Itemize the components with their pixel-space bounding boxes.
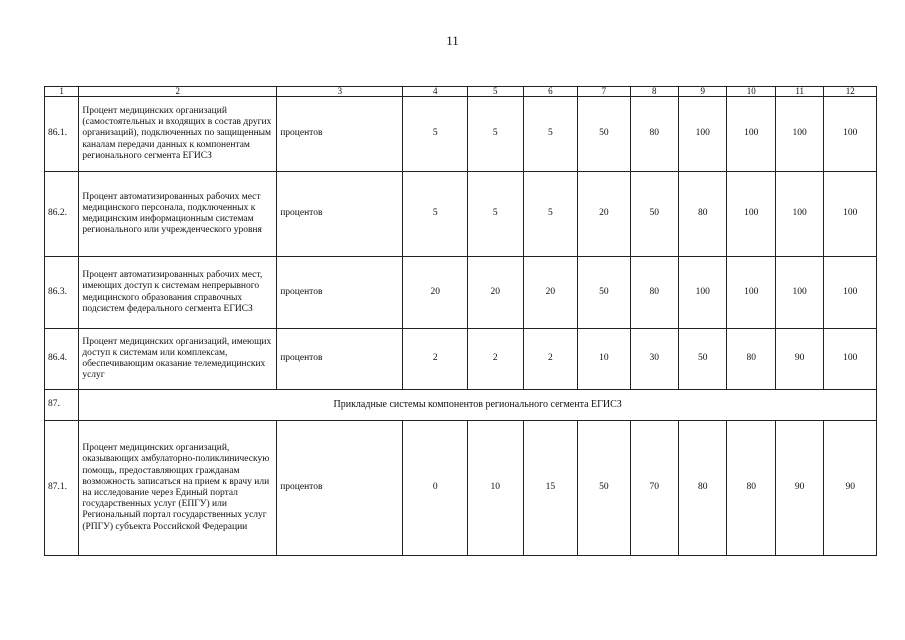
- value-cell: 80: [727, 421, 775, 556]
- table-row: [45, 257, 877, 329]
- value-cell: 20: [468, 257, 524, 329]
- value-cell: 100: [727, 97, 775, 172]
- value-cell: 5: [403, 97, 468, 172]
- value-cell: 2: [523, 329, 578, 390]
- value-cell: 80: [679, 421, 727, 556]
- section-row: [45, 390, 877, 421]
- value-cell: 90: [775, 421, 823, 556]
- value-cell: 5: [523, 172, 578, 257]
- row-unit: процентов: [277, 257, 403, 329]
- indicators-table: [44, 86, 877, 556]
- value-cell: 90: [824, 421, 877, 556]
- value-cell: 10: [468, 421, 524, 556]
- value-cell: 5: [468, 97, 524, 172]
- value-cell: 50: [630, 172, 678, 257]
- header-cell: 5: [468, 87, 524, 97]
- value-cell: 100: [775, 172, 823, 257]
- value-cell: 10: [578, 329, 631, 390]
- header-cell: 9: [679, 87, 727, 97]
- table-row: [45, 329, 877, 390]
- header-cell: 1: [45, 87, 79, 97]
- value-cell: 70: [630, 421, 678, 556]
- row-unit: процентов: [277, 421, 403, 556]
- header-cell: 10: [727, 87, 775, 97]
- page-number: 11: [446, 33, 459, 48]
- value-cell: 20: [578, 172, 631, 257]
- value-cell: 5: [468, 172, 524, 257]
- value-cell: 5: [403, 172, 468, 257]
- row-number: 86.1.: [45, 97, 79, 172]
- value-cell: 20: [523, 257, 578, 329]
- table-row: [45, 172, 877, 257]
- header-cell: 6: [523, 87, 578, 97]
- row-number: 86.2.: [45, 172, 79, 257]
- row-unit: процентов: [277, 329, 403, 390]
- value-cell: 100: [727, 172, 775, 257]
- section-number: 87.: [45, 390, 79, 421]
- row-number: 86.4.: [45, 329, 79, 390]
- value-cell: 100: [679, 97, 727, 172]
- value-cell: 50: [578, 421, 631, 556]
- value-cell: 50: [679, 329, 727, 390]
- value-cell: 50: [578, 257, 631, 329]
- header-cell: 12: [824, 87, 877, 97]
- value-cell: 15: [523, 421, 578, 556]
- row-unit: процентов: [277, 97, 403, 172]
- value-cell: 5: [523, 97, 578, 172]
- value-cell: 90: [775, 329, 823, 390]
- table-row: [45, 421, 877, 556]
- header-cell: 8: [630, 87, 678, 97]
- row-description: Процент автоматизированных рабочих мест, имеющих доступ к системам непрерывного медицинского образования справочных подсистем федерального сегмента ЕГИСЗ: [79, 257, 277, 329]
- value-cell: 100: [824, 329, 877, 390]
- row-description: Процент медицинских организаций, имеющих доступ к системам или комплексам, обеспечивающим оказание телемедицинских услуг: [79, 329, 277, 390]
- value-cell: 100: [824, 97, 877, 172]
- value-cell: 100: [679, 257, 727, 329]
- value-cell: 80: [630, 257, 678, 329]
- value-cell: 100: [775, 97, 823, 172]
- header-cell: 7: [578, 87, 631, 97]
- header-cell: 4: [403, 87, 468, 97]
- value-cell: 100: [775, 257, 823, 329]
- value-cell: 100: [824, 257, 877, 329]
- row-description: Процент медицинских организаций (самостоятельных и входящих в состав других организаций), подключенных по защищенным каналам передачи данных к компонентам регионального сегмента ЕГИСЗ: [79, 97, 277, 172]
- value-cell: 80: [630, 97, 678, 172]
- header-row: [45, 87, 877, 97]
- value-cell: 50: [578, 97, 631, 172]
- header-cell: 3: [277, 87, 403, 97]
- value-cell: 80: [679, 172, 727, 257]
- row-number: 87.1.: [45, 421, 79, 556]
- header-cell: 2: [79, 87, 277, 97]
- row-description: Процент медицинских организаций, оказывающих амбулаторно-поликлиническую помощь, предоставляющих гражданам возможность записаться на прием к врачу или на исследование через Единый портал государственных услуг (ЕПГУ) или Региональный портал государственных услуг (РПГУ) субъекта Российской Федерации: [79, 421, 277, 556]
- value-cell: 2: [403, 329, 468, 390]
- value-cell: 30: [630, 329, 678, 390]
- value-cell: 20: [403, 257, 468, 329]
- row-unit: процентов: [277, 172, 403, 257]
- value-cell: 100: [824, 172, 877, 257]
- value-cell: 100: [727, 257, 775, 329]
- section-title: Прикладные системы компонентов регионального сегмента ЕГИСЗ: [79, 390, 877, 421]
- header-cell: 11: [775, 87, 823, 97]
- value-cell: 80: [727, 329, 775, 390]
- value-cell: 0: [403, 421, 468, 556]
- table-row: [45, 97, 877, 172]
- row-number: 86.3.: [45, 257, 79, 329]
- row-description: Процент автоматизированных рабочих мест медицинского персонала, подключенных к медицинским информационным системам регионального или учрежденческого уровня: [79, 172, 277, 257]
- value-cell: 2: [468, 329, 524, 390]
